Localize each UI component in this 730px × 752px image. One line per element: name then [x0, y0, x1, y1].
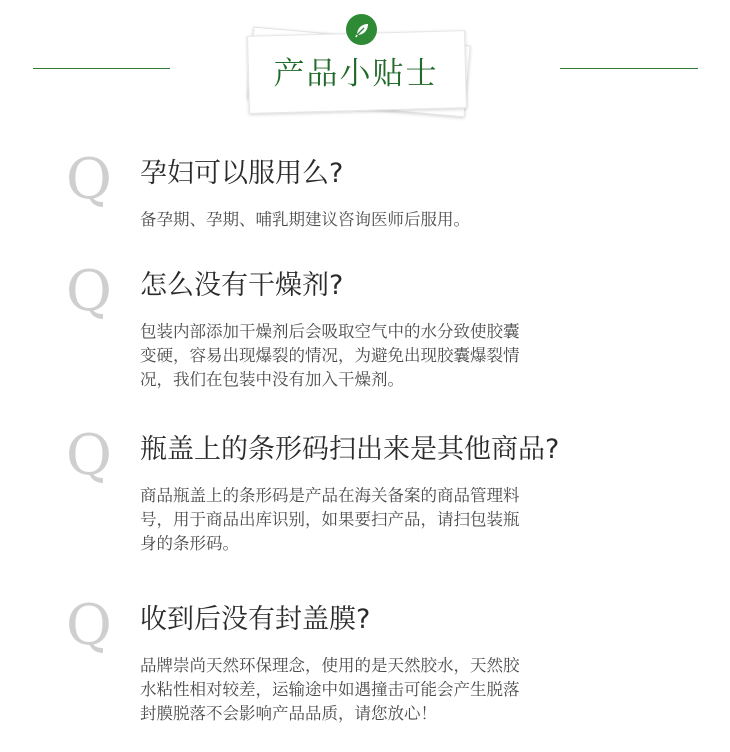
answer-line: 号，用于商品出库识别，如果要扫产品，请扫包装瓶 [140, 510, 520, 529]
leaf-icon [346, 14, 377, 45]
header-right-rule [560, 68, 698, 69]
question-text: 收到后没有封盖膜? [140, 604, 371, 635]
question-text: 瓶盖上的条形码扫出来是其他商品? [140, 434, 560, 465]
answer-text [140, 320, 618, 392]
q-marker: Q [66, 259, 112, 324]
tips-header [0, 0, 730, 130]
header-left-rule [33, 68, 170, 69]
answer-text [140, 654, 618, 726]
answer-text [140, 484, 618, 556]
answer-line: 封膜脱落不会影响产品品质，请您放心！ [140, 704, 437, 723]
answer-line: 变硬，容易出现爆裂的情况，为避免出现胶囊爆裂情 [140, 346, 520, 365]
answer-line: 水粘性相对较差，运输途中如遇撞击可能会产生脱落 [140, 680, 520, 699]
q-marker: Q [66, 147, 112, 212]
q-marker: Q [66, 593, 112, 658]
answer-line: 身的条形码。 [140, 534, 239, 553]
question-text: 孕妇可以服用么? [140, 158, 344, 189]
answer-line: 品牌崇尚天然环保理念，使用的是天然胶水，天然胶 [140, 656, 520, 675]
question-text: 怎么没有干燥剂? [140, 270, 344, 301]
q-marker: Q [66, 423, 112, 488]
answer-line: 况，我们在包装中没有加入干燥剂。 [140, 370, 404, 389]
answer-text [140, 208, 618, 232]
answer-line: 包装内部添加干燥剂后会吸取空气中的水分致使胶囊 [140, 322, 520, 341]
answer-line: 备孕期、孕期、哺乳期建议咨询医师后服用。 [140, 210, 470, 229]
page-title: 产品小贴士 [273, 56, 439, 92]
answer-line: 商品瓶盖上的条形码是产品在海关备案的商品管理料 [140, 486, 520, 505]
leaf-icon-glyph [353, 21, 371, 39]
